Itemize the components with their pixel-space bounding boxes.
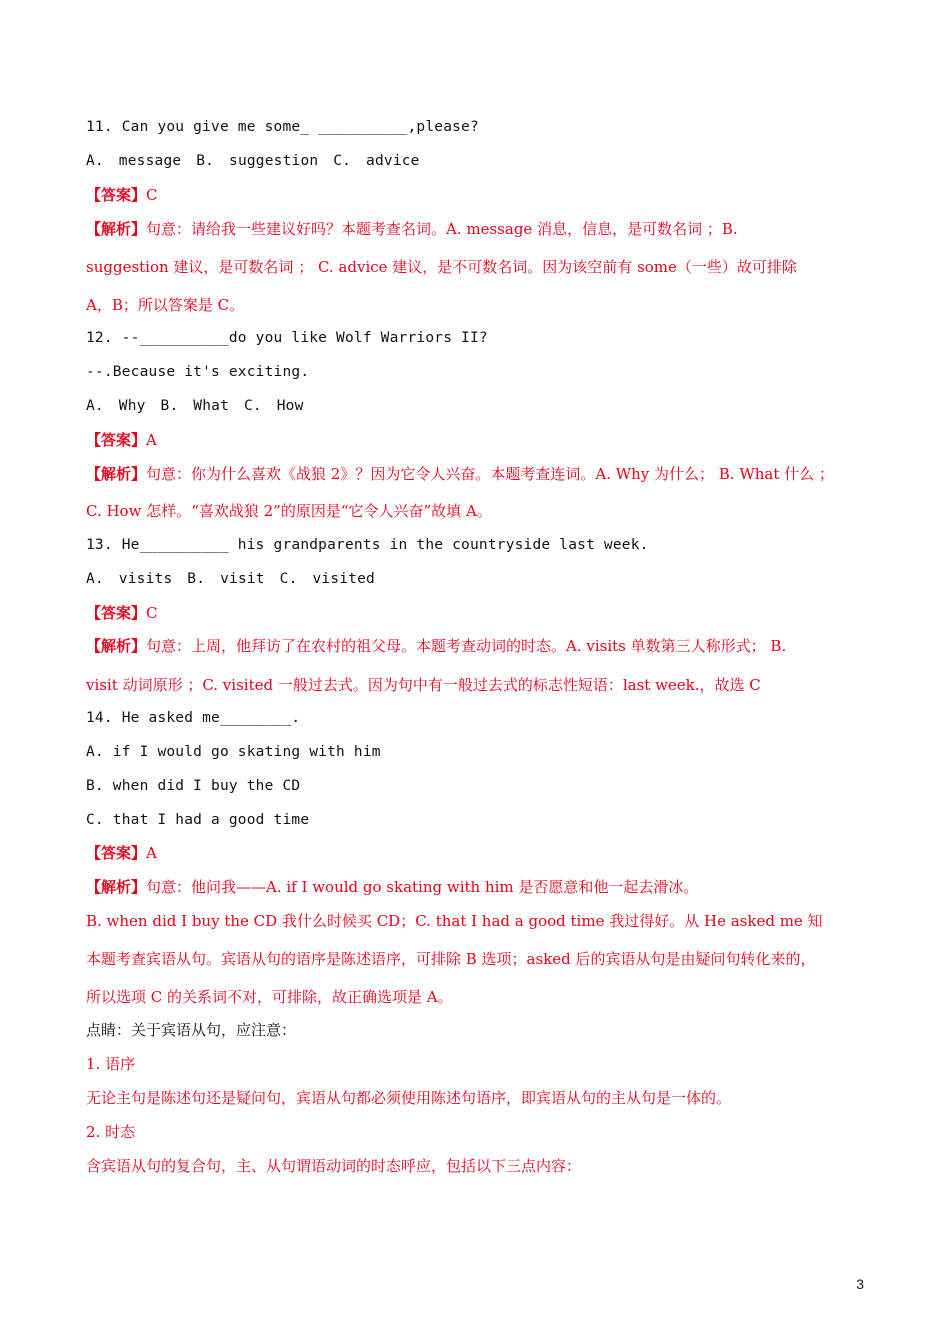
question-11-analysis-line-2: suggestion 建议，是可数名词 ； C. advice 建议，是不可数名词。因为该空前有 some（一些）故可排除 [86, 258, 797, 276]
answer-tag: 【答案】 [86, 186, 147, 204]
analysis-tag: 【解析】 [86, 465, 147, 483]
analysis-text: 句意：上周，他拜访了在农村的祖父母。本题考查动词的时态。A. visits 单数第三人称形式； B. [146, 637, 787, 655]
analysis-tag: 【解析】 [86, 220, 147, 238]
question-14-option-b: B. when did I buy the CD [86, 778, 301, 794]
analysis-tag: 【解析】 [86, 637, 147, 655]
answer-value: A [146, 844, 157, 862]
question-14-analysis-line-1 [86, 877, 890, 897]
question-13-analysis-line-2: visit 动词原形 ；C. visited 一般过去式。因为句中有一般过去式的标志性短语：last week.，故选 C [86, 676, 761, 694]
answer-tag: 【答案】 [86, 844, 147, 862]
question-14-option-a: A. if I would go skating with him [86, 744, 381, 760]
question-11-options: A. message B. suggestion C. advice [86, 153, 420, 169]
question-12-options: A. Why B. What C. How [86, 398, 304, 414]
page-number: 3 [856, 1276, 864, 1292]
tip-point-1: 1. 语序 [86, 1055, 136, 1073]
tip-point-2-text: 含宾语从句的复合句，主、从句谓语动词的时态呼应，包括以下三点内容： [86, 1157, 582, 1175]
question-11-analysis-line-3: A，B；所以答案是 C。 [86, 296, 245, 314]
answer-value: A [146, 431, 157, 449]
answer-value: C [146, 186, 158, 204]
question-13-options: A. visits B. visit C. visited [86, 571, 375, 587]
tip-point-2: 2. 时态 [86, 1123, 136, 1141]
analysis-text: 句意：你为什么喜欢《战狼 2》？因为它令人兴奋。本题考查连词。A. Why 为什么； B. What 什么 ； [146, 465, 834, 483]
question-11-stem: 11. Can you give me some_ __________,please? [86, 119, 479, 135]
question-14-answer [86, 843, 890, 863]
question-14-analysis-line-2: B. when did I buy the CD 我什么时候买 CD；C. that I had a good time 我过得好。从 He asked me 知 [86, 912, 823, 930]
question-12-answer [86, 430, 890, 450]
question-13-answer [86, 603, 890, 623]
question-11-analysis-line-1 [86, 219, 890, 239]
question-11-answer [86, 185, 890, 205]
question-14-stem: 14. He asked me________. [86, 710, 301, 726]
question-14-analysis-line-4: 所以选项 C 的关系词不对，可排除，故正确选项是 A。 [86, 988, 453, 1006]
analysis-text: 句意：请给我一些建议好吗？本题考查名词。A. message 消息，信息，是可数名词 ；B. [146, 220, 738, 238]
tip-point-1-text: 无论主句是陈述句还是疑问句，宾语从句都必须使用陈述句语序，即宾语从句的主从句是一体的。 [86, 1089, 732, 1107]
question-14-option-c: C. that I had a good time [86, 812, 310, 828]
question-12-analysis-line-1 [86, 464, 890, 484]
answer-value: C [146, 604, 158, 622]
answer-tag: 【答案】 [86, 604, 147, 622]
question-13-stem: 13. He__________ his grandparents in the countryside last week. [86, 537, 649, 553]
question-12-stem: 12. --__________do you like Wolf Warriors II? [86, 330, 488, 346]
tip-title: 点睛：关于宾语从句，应注意： [86, 1021, 297, 1039]
analysis-text: 句意：他问我——A. if I would go skating with him 是否愿意和他一起去滑冰。 [146, 878, 699, 896]
question-12-line-2: --.Because it's exciting. [86, 364, 310, 380]
question-14-analysis-line-3: 本题考查宾语从句。宾语从句的语序是陈述语序，可排除 B 选项；asked 后的宾语从句是由疑问句转化来的， [86, 950, 816, 968]
question-12-analysis-line-2: C. How 怎样。“喜欢战狼 2”的原因是“它令人兴奋”故填 A。 [86, 502, 492, 520]
analysis-tag: 【解析】 [86, 878, 147, 896]
answer-tag: 【答案】 [86, 431, 147, 449]
question-13-analysis-line-1 [86, 636, 890, 656]
